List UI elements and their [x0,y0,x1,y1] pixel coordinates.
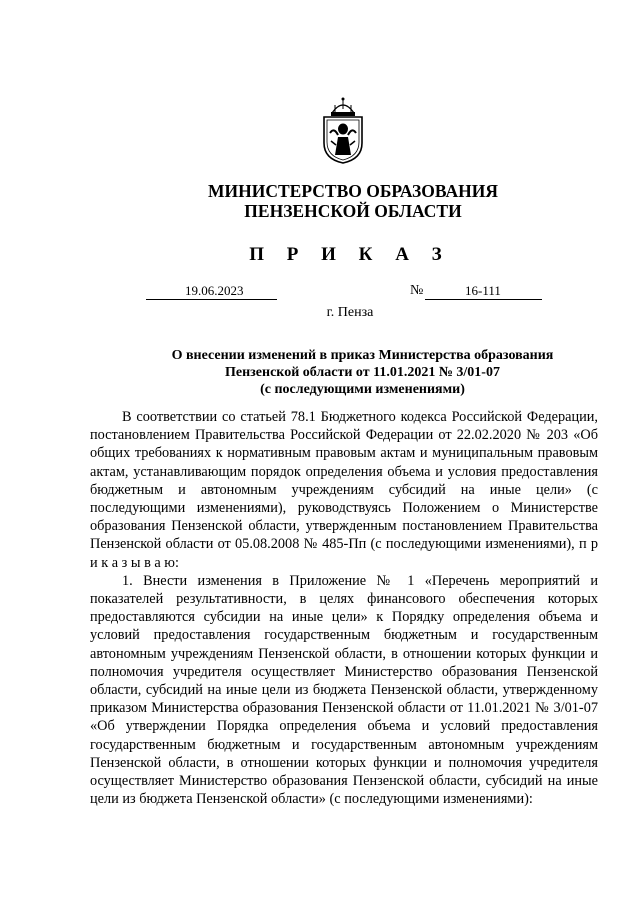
subject-line1: О внесении изменений в приказ Министерства образования [171,348,554,363]
document-type-title: П Р И К А З [249,244,451,265]
order-number: 16-111 [465,283,501,298]
number-underline [425,299,542,300]
document-body [90,408,598,808]
number-sign: № [410,283,424,298]
penza-coat-of-arms-icon [318,95,368,165]
subject-line2: Пензенской области от 11.01.2021 № 3/01-07 [225,365,500,380]
ministry-name-line1: МИНИСТЕРСТВО ОБРАЗОВАНИЯ [208,181,498,201]
date-underline [146,299,277,300]
item-1-paragraph: 1. Внести изменения в Приложение № 1 «Перечень мероприятий и показателей результативности, в целях финансового обеспечения которых предоставляются субсидии на иные цели» к Порядку определения объема и условий предоставления государственным бюджетным и государственным автономным учреждениям Пензенской области, в отношении которых функции и полномочия учредителя осуществляет Министерство образования Пензенской области, субсидий на иные цели из бюджета Пензенской области, утвержденному приказом Министерства образования Пензенской области от 11.01.2021 № 3/01-07 «Об утверждении Порядка определения объема и условий предоставления государственным бюджетным и государственным автономным учреждениям Пензенской области, в отношении которых функции и полномочия учредителя осуществляет Министерство образования Пензенской области, субсидий на иные цели из бюджета Пензенской области» (с последующими изменениями): [90,572,598,808]
subject-line3: (с последующими изменениями) [260,382,465,397]
preamble-paragraph: В соответствии со статьей 78.1 Бюджетного кодекса Российской Федерации, постановлением Правительства Российской Федерации от 22.02.2020 № 203 «Об общих требованиях к нормативным правовым актам и муниципальным правовым актам, устанавливающим порядок определения объема и условия предоставления бюджетным и автономным учреждениям субсидий на иные цели» (с последующими изменениями), руководствуясь Положением о Министерстве образования Пензенской области, утвержденным постановлением Правительства Пензенской области от 05.08.2008 № 485-Пп (с последующими изменениями), п р и к а з ы в а ю: [90,409,598,571]
city-name: г. Пенза [326,305,374,320]
order-date: 19.06.2023 [185,283,244,298]
ministry-name-line2: ПЕНЗЕНСКОЙ ОБЛАСТИ [244,201,462,221]
